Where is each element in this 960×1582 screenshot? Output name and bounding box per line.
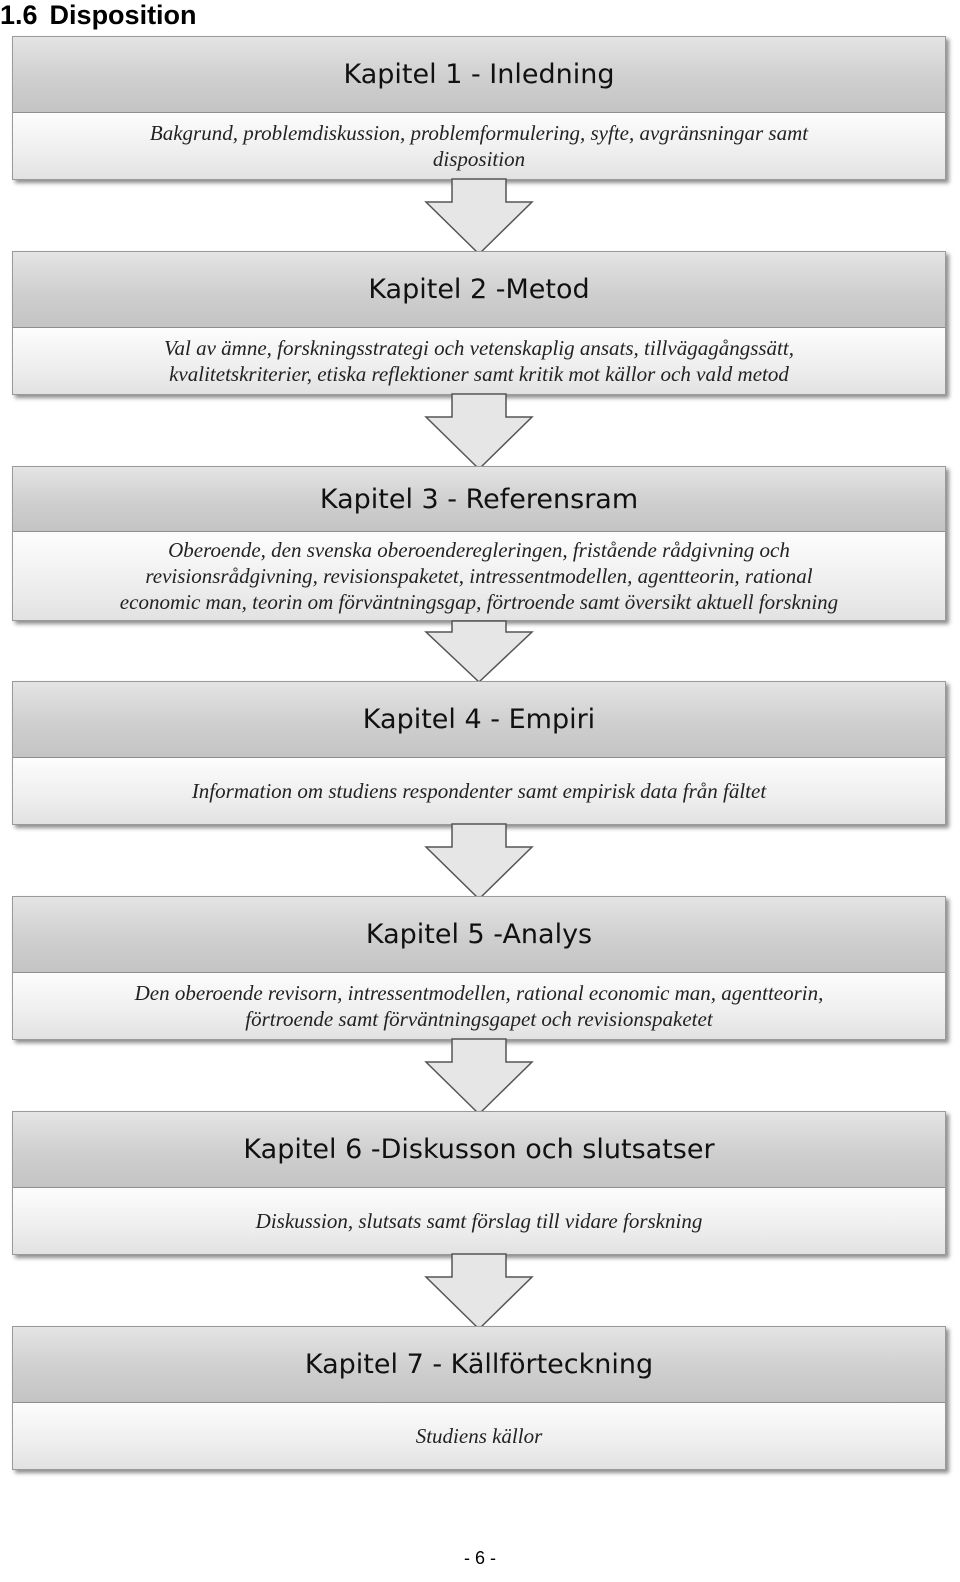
chapter-title: Kapitel 2 -Metod	[13, 252, 945, 328]
section-number: 1.6	[0, 0, 38, 30]
chapter-title: Kapitel 1 - Inledning	[13, 37, 945, 113]
down-arrow-icon	[424, 823, 534, 901]
section-title: Disposition	[49, 0, 197, 30]
chapter-description	[13, 758, 945, 824]
chapter-box-4	[12, 681, 946, 825]
description-line: Diskussion, slutsats samt förslag till vidare forskning	[255, 1209, 703, 1233]
down-arrow-icon	[424, 1038, 534, 1116]
chapter-description	[13, 1188, 945, 1254]
chapter-description	[13, 328, 945, 394]
chapter-title: Kapitel 5 -Analys	[13, 897, 945, 973]
chapter-title: Kapitel 4 - Empiri	[13, 682, 945, 758]
chapter-box-7	[12, 1326, 946, 1470]
chapter-box-1	[12, 36, 946, 180]
chapter-title: Kapitel 3 - Referensram	[13, 467, 945, 532]
chapter-description	[13, 113, 945, 179]
description-line: Oberoende, den svenska oberoenderegleringen, fristående rådgivning och	[168, 538, 790, 562]
chapter-box-6	[12, 1111, 946, 1255]
description-line: Den oberoende revisorn, intressentmodellen, rational economic man, agentteorin,	[134, 981, 824, 1005]
description-line: Val av ämne, forskningsstrategi och vetenskaplig ansats, tillvägagångssätt,	[164, 336, 794, 360]
chapter-title: Kapitel 6 -Diskusson och slutsatser	[13, 1112, 945, 1188]
chapter-box-3	[12, 466, 946, 621]
chapter-description	[13, 973, 945, 1039]
chapter-description	[13, 532, 945, 620]
down-arrow-icon	[424, 178, 534, 256]
description-line: economic man, teorin om förväntningsgap, förtroende samt översikt aktuell forskning	[119, 590, 839, 614]
chapter-title: Kapitel 7 - Källförteckning	[13, 1327, 945, 1403]
chapter-box-5	[12, 896, 946, 1040]
description-line: Information om studiens respondenter samt empirisk data från fältet	[191, 779, 767, 803]
description-line: kvalitetskriterier, etiska reflektioner samt kritik mot källor och vald metod	[169, 362, 789, 386]
description-line: disposition	[432, 147, 526, 171]
down-arrow-icon	[424, 1253, 534, 1331]
description-line: revisionsrådgivning, revisionspaketet, intressentmodellen, agentteorin, rational	[145, 564, 813, 588]
down-arrow-icon	[424, 393, 534, 471]
chapter-box-2	[12, 251, 946, 395]
description-line: Studiens källor	[415, 1424, 543, 1448]
section-heading	[0, 0, 197, 30]
page-number: - 6 -	[463, 1548, 496, 1568]
description-line: förtroende samt förväntningsgapet och revisionspaketet	[245, 1007, 713, 1031]
chapter-description	[13, 1403, 945, 1469]
description-line: Bakgrund, problemdiskussion, problemformulering, syfte, avgränsningar samt	[149, 121, 809, 145]
